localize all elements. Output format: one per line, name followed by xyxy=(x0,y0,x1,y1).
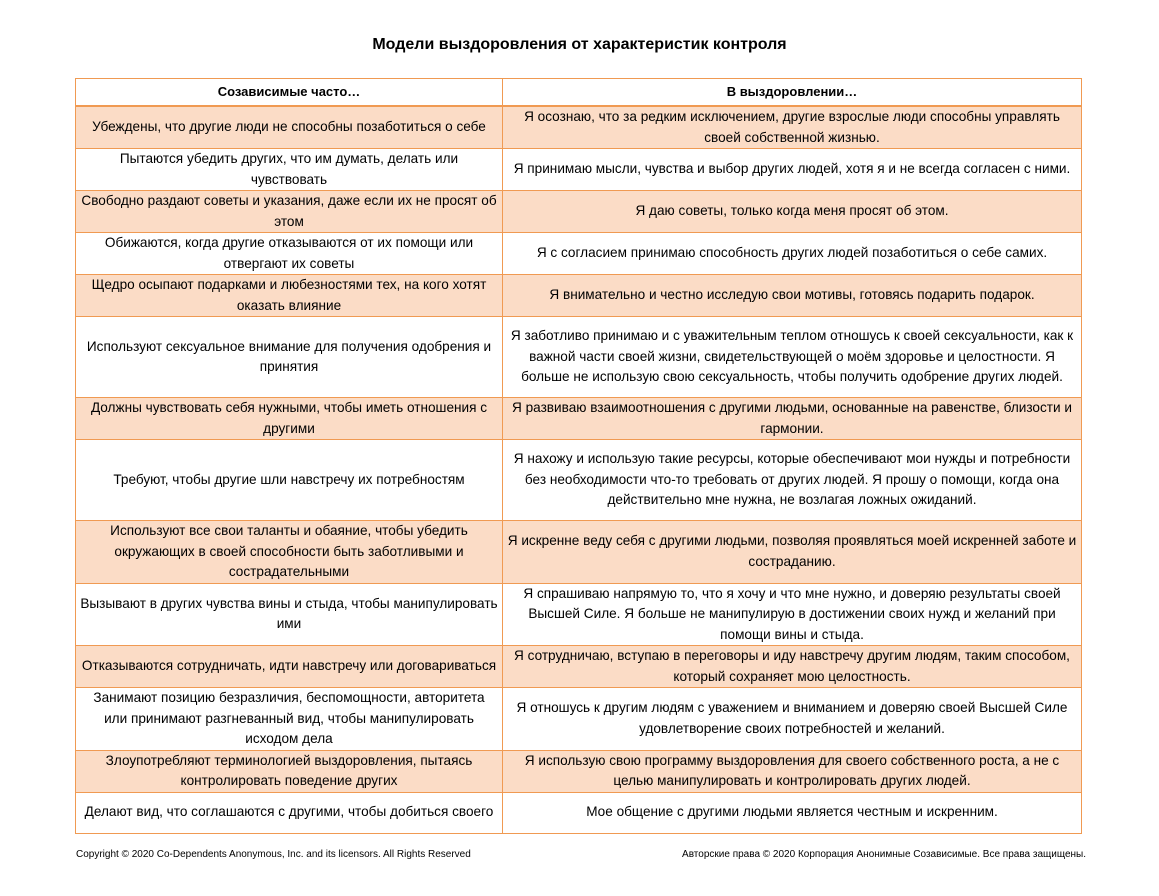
table-row xyxy=(76,398,1082,440)
row-left-cell: Должны чувствовать себя нужными, чтобы иметь отношения с другими xyxy=(76,398,503,440)
row-left-cell: Отказываются сотрудничать, идти навстречу или договариваться xyxy=(76,646,503,688)
row-right-cell: Я даю советы, только когда меня просят об этом. xyxy=(503,191,1082,233)
row-left-cell: Злоупотребляют терминологией выздоровления, пытаясь контролировать поведение других xyxy=(76,750,503,792)
table-row xyxy=(76,688,1082,751)
table-row xyxy=(76,792,1082,833)
page-title: Модели выздоровления от характеристик контроля xyxy=(372,36,787,53)
table-row xyxy=(76,646,1082,688)
row-right-cell: Я нахожу и использую такие ресурсы, которые обеспечивают мои нужды и потребности без необходимости что-то требовать от других людей. Я прошу о помощи, когда она действительно мне нужна, не возлагая ложных ожиданий. xyxy=(503,440,1082,521)
table-row xyxy=(76,191,1082,233)
table-row xyxy=(76,149,1082,191)
row-right-cell: Я использую свою программу выздоровления для своего собственного роста, а не с целью манипулировать и контролировать других людей. xyxy=(503,750,1082,792)
row-left-cell: Убеждены, что другие люди не способны позаботиться о себе xyxy=(76,106,503,149)
table-row xyxy=(76,750,1082,792)
header-left: Созависимые часто… xyxy=(76,79,503,107)
row-left-cell: Используют все свои таланты и обаяние, чтобы убедить окружающих в своей способности быть заботливыми и сострадательными xyxy=(76,521,503,584)
copyright-ru: Авторские права © 2020 Корпорация Анонимные Созависимые. Все права защищены. xyxy=(682,849,1086,860)
row-left-cell: Свободно раздают советы и указания, даже если их не просят об этом xyxy=(76,191,503,233)
table-row xyxy=(76,440,1082,521)
table-row xyxy=(76,317,1082,398)
row-right-cell: Я заботливо принимаю и с уважительным теплом отношусь к своей сексуальности, как к важной части своей жизни, свидетельствующей о моём здоровье и целостности. Я больше не использую свою сексуальность, чтобы получить одобрение других людей. xyxy=(503,317,1082,398)
row-right-cell: Я развиваю взаимоотношения с другими людьми, основанные на равенстве, близости и гармонии. xyxy=(503,398,1082,440)
table-row xyxy=(76,275,1082,317)
row-left-cell: Делают вид, что соглашаются с другими, чтобы добиться своего xyxy=(76,792,503,833)
row-right-cell: Я сотрудничаю, вступаю в переговоры и иду навстречу другим людям, таким способом, который сохраняет мою целостность. xyxy=(503,646,1082,688)
copyright-en: Copyright © 2020 Co-Dependents Anonymous, Inc. and its licensors. All Rights Reserved xyxy=(76,849,471,860)
row-right-cell: Я отношусь к другим людям с уважением и вниманием и доверяю своей Высшей Силе удовлетворение своих потребностей и желаний. xyxy=(503,688,1082,751)
row-left-cell: Щедро осыпают подарками и любезностями тех, на кого хотят оказать влияние xyxy=(76,275,503,317)
table-row xyxy=(76,233,1082,275)
recovery-table xyxy=(75,78,1082,834)
row-left-cell: Требуют, чтобы другие шли навстречу их потребностям xyxy=(76,440,503,521)
row-right-cell: Я осознаю, что за редким исключением, другие взрослые люди способны управлять своей собственной жизнью. xyxy=(503,106,1082,149)
table-row xyxy=(76,106,1082,149)
row-right-cell: Мое общение с другими людьми является честным и искренним. xyxy=(503,792,1082,833)
table-header-row xyxy=(76,79,1082,107)
row-left-cell: Используют сексуальное внимание для получения одобрения и принятия xyxy=(76,317,503,398)
table-row xyxy=(76,521,1082,584)
row-right-cell: Я спрашиваю напрямую то, что я хочу и что мне нужно, и доверяю результаты своей Высшей Силе. Я больше не манипулирую в достижении своих нужд и желаний при помощи вины и стыда. xyxy=(503,583,1082,646)
row-right-cell: Я искренне веду себя с другими людьми, позволяя проявляться моей искренней заботе и состраданию. xyxy=(503,521,1082,584)
header-right: В выздоровлении… xyxy=(503,79,1082,107)
table-row xyxy=(76,583,1082,646)
row-right-cell: Я принимаю мысли, чувства и выбор других людей, хотя я и не всегда согласен с ними. xyxy=(503,149,1082,191)
row-left-cell: Пытаются убедить других, что им думать, делать или чувствовать xyxy=(76,149,503,191)
row-left-cell: Вызывают в других чувства вины и стыда, чтобы манипулировать ими xyxy=(76,583,503,646)
row-right-cell: Я внимательно и честно исследую свои мотивы, готовясь подарить подарок. xyxy=(503,275,1082,317)
row-left-cell: Занимают позицию безразличия, беспомощности, авторитета или принимают разгневанный вид, чтобы манипулировать исходом дела xyxy=(76,688,503,751)
row-left-cell: Обижаются, когда другие отказываются от их помощи или отвергают их советы xyxy=(76,233,503,275)
row-right-cell: Я с согласием принимаю способность других людей позаботиться о себе самих. xyxy=(503,233,1082,275)
